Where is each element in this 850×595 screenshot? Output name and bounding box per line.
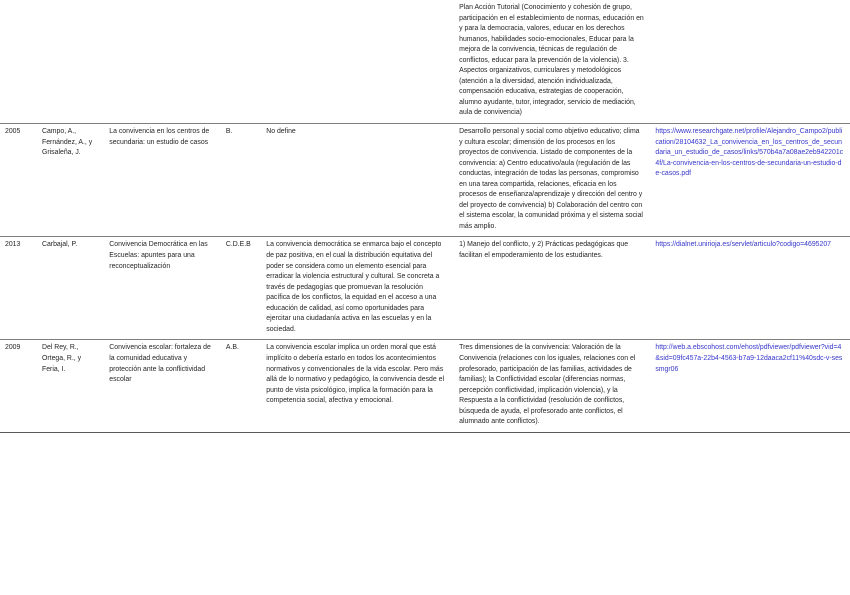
source-link[interactable]: http://web.a.ebscohost.com/ehost/pdfviewer/pdfviewer?vid=4&sid=09fc457a-22b4-4563-b7a9-12daaca2cf11%40sdc-v-sessmgr06 <box>655 344 843 373</box>
cell-url <box>650 124 850 237</box>
table-bottom-border <box>0 432 850 433</box>
border-cell <box>454 432 650 433</box>
cell-code: A.B. <box>221 340 261 432</box>
border-cell <box>221 432 261 433</box>
table-row <box>0 237 850 340</box>
cell-url <box>650 237 850 340</box>
table-row <box>0 124 850 237</box>
border-cell <box>37 432 104 433</box>
source-link[interactable]: https://dialnet.unirioja.es/servlet/articulo?codigo=4695207 <box>655 241 831 249</box>
cell-year: 2013 <box>0 237 37 340</box>
cell-title: La convivencia en los centros de secundaria: un estudio de casos <box>104 124 221 237</box>
cell-title-continuation <box>104 0 221 124</box>
cell-authors-continuation <box>37 0 104 124</box>
cell-authors: Campo, A., Fernández, A., y Grisaleña, J. <box>37 124 104 237</box>
cell-year: 2009 <box>0 340 37 432</box>
cell-dimensions: 1) Manejo del conflicto, y 2) Prácticas pedagógicas que facilitan el empoderamiento de los estudiantes. <box>454 237 650 340</box>
cell-code: B. <box>221 124 261 237</box>
cell-definition-continuation <box>261 0 454 124</box>
border-cell <box>650 432 850 433</box>
cell-title: Convivencia Democrática en las Escuelas: apuntes para una reconceptualización <box>104 237 221 340</box>
cell-definition: La convivencia escolar implica un orden moral que está implícito o debería estarlo en todos los acontecimientos normativos y convencionales de la vida escolar. Pero más allá de lo normativo y pedagógico, la convivencia desde el punto de vista psicológico, implica la formación para la competencia social, afectiva y emocional. <box>261 340 454 432</box>
table-row-continuation <box>0 0 850 124</box>
border-cell <box>261 432 454 433</box>
cell-year: 2005 <box>0 124 37 237</box>
cell-authors: Carbajal, P. <box>37 237 104 340</box>
cell-dimensions: Tres dimensiones de la convivencia: Valoración de la Convivencia (relaciones con los iguales, relaciones con el profesorado, participación de las familias, actividades de familias); la Conflictividad escolar (diferencias normas, percepción conflictividad, implicación violencia), y la Respuesta a la conflictividad (resolución de conflictos, búsqueda de ayuda, el profesorado ante conflictos, el alumnado ante conflictos). <box>454 340 650 432</box>
border-cell <box>0 432 37 433</box>
cell-url <box>650 340 850 432</box>
cell-code: C.D.E.B <box>221 237 261 340</box>
cell-definition: La convivencia democrática se enmarca bajo el concepto de paz positiva, en el cual la distribución equitativa del poder se considera como un elemento esencial para erradicar la violencia estructural y cultural. Se concreta a través de pedagogías que promuevan la resolución pacífica de los conflictos, la equidad en el acceso a una educación de calidad, así como oportunidades para ejercitar una ciudadanía activa en las escuelas y en la sociedad. <box>261 237 454 340</box>
cell-dimensions-continuation: Plan Acción Tutorial (Conocimiento y cohesión de grupo, participación en el establecimiento de normas, educación en y para la democracia, valores, educar en los derechos humanos, habilidades socio-emocionales, Educar para la mejora de la convivencia, técnicas de regulación de conflictos, educar para la prevención de la violencia). 3. Aspectos organizativos, curriculares y metodológicos (atención a la diversidad, atención individualizada, compensación educativa, estrategias de cooperación, alumno ayudante, tutor, integrador, servicio de mediación, aula de convivencia) <box>459 4 644 117</box>
cell-dimensions: Desarrollo personal y social como objetivo educativo; clima y cultura escolar; dimensión de los procesos en los proyectos de convivencia. Listado de componentes de la convivencia: a) Centro educativo/aula (regulación de las conductas, integración de todas las personas, compromiso en una tarea compartida, relaciones, eficacia en los procesos de enseñanza/aprendizaje y dirección del centro y del proyecto de convivencia) b) Colaboración del centro con el sistema escolar, la comunidad próxima y el sistema social más amplio. <box>454 124 650 237</box>
cell-definition: No define <box>261 124 454 237</box>
cell-code-continuation <box>221 0 261 124</box>
border-cell <box>104 432 221 433</box>
table-row <box>0 340 850 432</box>
cell-authors: Del Rey, R., Ortega, R., y Feria, I. <box>37 340 104 432</box>
cell-year-continuation <box>0 0 37 124</box>
cell-url-continuation <box>650 0 850 124</box>
source-link[interactable]: https://www.researchgate.net/profile/Alejandro_Campo2/publication/28104632_La_convivencia_en_los_centros_de_secundaria_un_estudio_de_casos/links/570b4a7a08ae2eb942201c4f/La-convivencia-en-los-centros-de-secundaria-un-estudio-de-casos.pdf <box>655 128 844 178</box>
cell-title: Convivencia escolar: fortaleza de la comunidad educativa y protección ante la conflictividad escolar <box>104 340 221 432</box>
